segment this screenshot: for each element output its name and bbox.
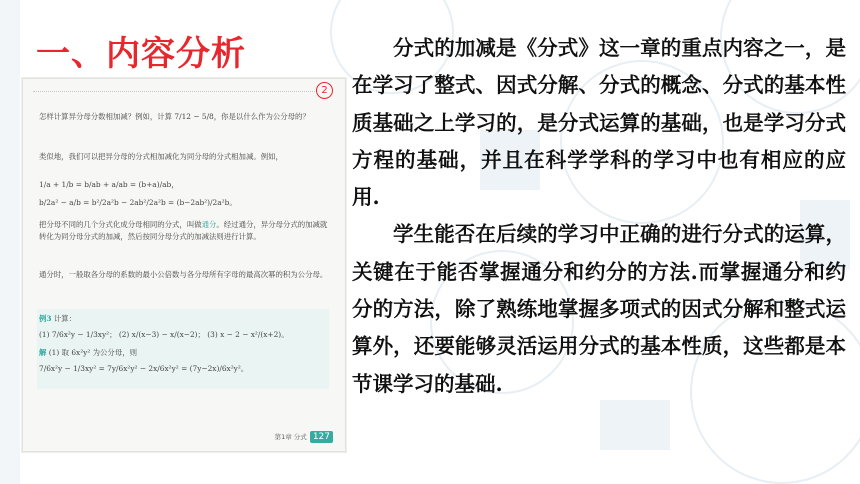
textbook-page-image — [22, 78, 346, 452]
analysis-text — [352, 30, 846, 403]
book-question: 怎样计算异分母分数相加减？例如，计算 7/12 − 5/8，你是以什么作为公分母的？ — [39, 112, 310, 121]
circled-number-icon: 2 — [316, 82, 333, 99]
dotted-divider — [33, 91, 317, 92]
book-common-denominator: 通分时，一般取各分母的系数的最小公倍数与各分母所有字母的最高次幂的积为公分母。 — [39, 270, 328, 279]
example-heading: 例3 计算： — [39, 314, 77, 323]
paragraph-2: 学生能否在后续的学习中正确的进行分式的运算，关键在于能否掌握通分和约分的方法.而掌握通分和约分的方法，除了熟练地掌握多项式的因式分解和整式运算外，还要能够灵活运用分式的基本性质，这些都是本节课学习的基础. — [352, 222, 846, 396]
section-heading: 一、内容分析 — [36, 34, 246, 74]
book-definition: 把分母不同的几个分式化成分母相同的分式，叫做通分。经过通分，异分母分式的加减就转化为同分母分式的加减，然后按同分母分式的加减法则进行计算。 — [39, 220, 328, 241]
book-analog-intro: 类似地，我们可以把异分母的分式相加减化为同分母的分式相加减。例如， — [39, 152, 283, 161]
book-formula-2: b/2a² − a/b = b²/2a²b − 2ab²/2a²b = (b−2ab²)/2a²b。 — [39, 198, 237, 207]
solution-line-2: 7/6x²y − 1/3xy² = 7y/6x²y² − 2x/6x²y² = (7y−2x)/6x²y²。 — [39, 364, 249, 373]
book-formula-1: 1/a + 1/b = b/ab + a/ab = (b+a)/ab， — [39, 180, 179, 189]
paragraph-1: 分式的加减是《分式》这一章的重点内容之一，是在学习了整式、因式分解、分式的概念、分式的基本性质基础之上学习的，是分式运算的基础，也是学习分式方程的基础，并且在科学学科的学习中也有相应的应用. — [352, 36, 846, 210]
example-items: (1) 7/6x²y − 1/3xy²； (2) x/(x−3) − x/(x−2)； (3) x − 2 − x²/(x+2)。 — [39, 330, 289, 339]
definition-highlight: 通分 — [201, 220, 217, 229]
page-number: 127 — [310, 431, 333, 443]
page-footer: 第1章 分式 127 — [275, 431, 333, 443]
solution-line-1: 解 (1) 取 6x²y² 为公分母，则 — [39, 348, 137, 357]
